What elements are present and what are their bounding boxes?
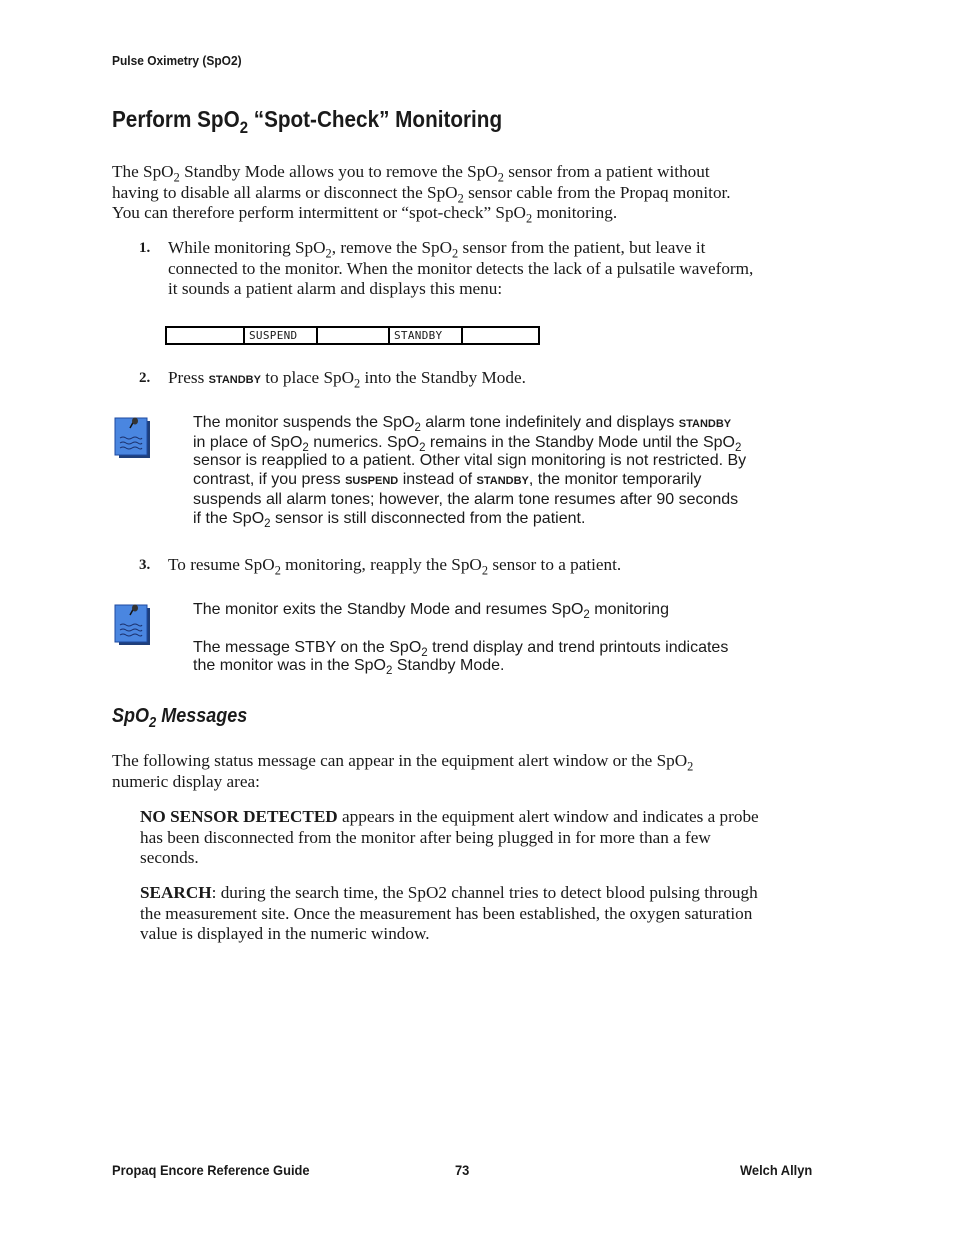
running-header: Pulse Oximetry (SpO2) bbox=[112, 53, 242, 68]
section-heading: SpO$_2$ Messages bbox=[112, 705, 248, 732]
softkey-blank bbox=[463, 328, 538, 343]
step-1-text: While monitoring SpO$_2$, remove the SpO$_2$ sensor from the patient, but leave it connected to the monitor. When the monitor detects the lack of a pulsatile waveform, it sounds a patient alarm and displays this menu: bbox=[168, 238, 754, 298]
softkey-blank bbox=[318, 328, 390, 343]
step-number: 2. bbox=[139, 370, 151, 386]
step-2-text: Press STANDBY to place SpO$_2$ into the Standby Mode. bbox=[168, 368, 526, 391]
note-icon bbox=[113, 415, 151, 459]
page-number: 73 bbox=[455, 1162, 470, 1178]
softkey-blank bbox=[167, 328, 245, 343]
no-sensor-message: NO SENSOR DETECTED appears in the equipment alert window and indicates a probe has been disconnected from the monitor after being plugged in for more than a few seconds. bbox=[140, 807, 759, 867]
note-1-text: The monitor suspends the SpO$_2$ alarm tone indefinitely and displays STANDBY in place of SpO$_2$ numerics. SpO$_2$ remains in the Standby Mode until the SpO$_2$ sensor is reapplied to a patient. Other vital sign monitoring is not restricted. By contrast, if you press SUSPEND instead of STANDBY, the monitor temporarily suspends all alarm tones; however, the alarm tone resumes after 90 seconds if the SpO$_2$ sensor is still disconnected from the patient. bbox=[193, 414, 747, 530]
monitor-softkey-menu bbox=[165, 326, 540, 345]
softkey-suspend: SUSPEND bbox=[245, 328, 318, 343]
footer-title: Propaq Encore Reference Guide bbox=[112, 1162, 310, 1178]
messages-intro: The following status message can appear in the equipment alert window or the SpO$_2$ numeric display area: bbox=[112, 751, 694, 791]
page-title: Perform SpO$_2$ “Spot-Check” Monitoring bbox=[112, 106, 503, 137]
footer-brand: Welch Allyn bbox=[740, 1162, 813, 1178]
step-number: 3. bbox=[139, 557, 151, 573]
step-number: 1. bbox=[139, 240, 151, 256]
note-2-text: The monitor exits the Standby Mode and resumes SpO$_2$ monitoring The message STBY on the SpO$_2$ trend display and trend printouts indicates the monitor was in the SpO$_2$ Standby Mode. bbox=[193, 601, 729, 678]
step-3-text: To resume SpO$_2$ monitoring, reapply the SpO$_2$ sensor to a patient. bbox=[168, 555, 622, 578]
softkey-standby: STANDBY bbox=[390, 328, 463, 343]
note-icon bbox=[113, 602, 151, 646]
search-message: SEARCH: during the search time, the SpO2 channel tries to detect blood pulsing through the measurement site. Once the measurement has been established, the oxygen saturation value is displayed in the numeric window. bbox=[140, 883, 758, 943]
intro-paragraph: The SpO$_2$ Standby Mode allows you to remove the SpO$_2$ sensor from a patient without having to disable all alarms or disconnect the SpO$_2$ sensor cable from the Propaq monitor. You can therefore perform intermittent or “spot-check” SpO$_2$ monitoring. bbox=[112, 162, 731, 226]
